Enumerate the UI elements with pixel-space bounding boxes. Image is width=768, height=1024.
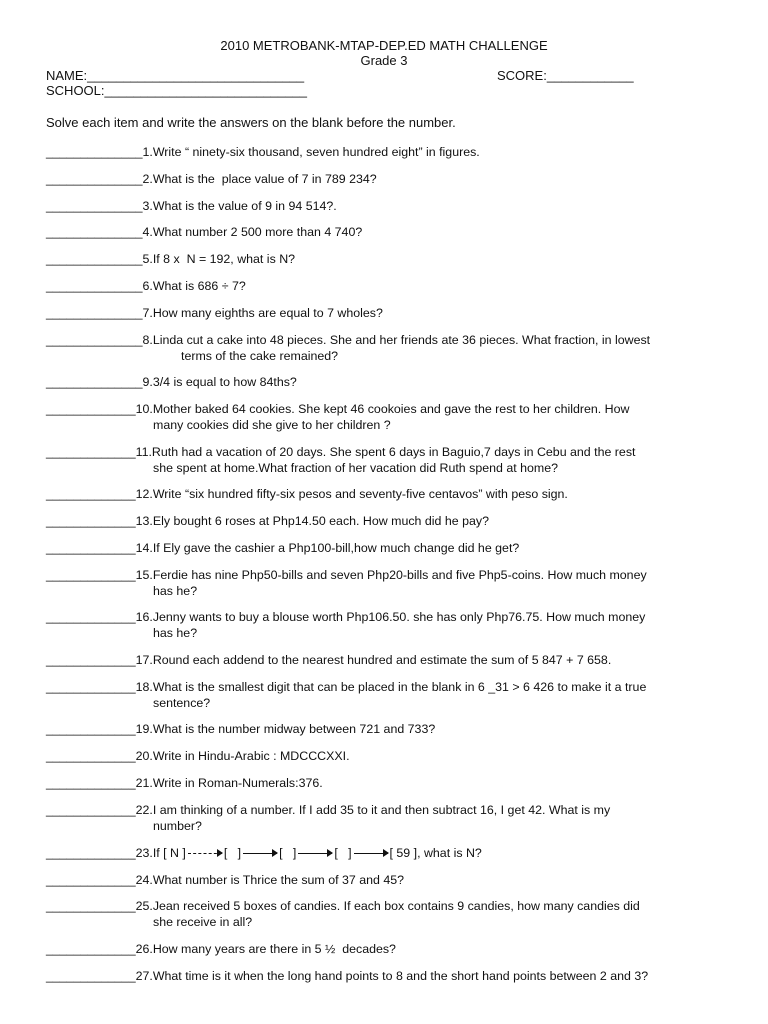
question-number: 12. <box>135 487 153 501</box>
question-text-continued: sentence? <box>153 696 211 710</box>
sequence-box: [ ] <box>223 846 242 860</box>
question-number: 16. <box>135 610 153 624</box>
question-text: What is 686 ÷ 7? <box>152 279 246 293</box>
question-item <box>46 941 736 957</box>
question-text-continued: number? <box>153 819 202 833</box>
question-item <box>46 721 736 737</box>
question-number: 11. <box>135 445 152 459</box>
answer-blank: _____________ <box>46 568 136 582</box>
question-item <box>46 444 736 476</box>
question-number: 6. <box>142 279 153 293</box>
answer-blank: ______________ <box>46 172 143 186</box>
question-text: How many years are there in 5 ½ decades? <box>152 942 396 956</box>
answer-blank: ______________ <box>46 333 143 347</box>
answer-blank: _____________ <box>46 610 136 624</box>
question-number: 14. <box>135 541 153 555</box>
question-item <box>46 513 736 529</box>
question-item <box>46 748 736 764</box>
question-text: Jean received 5 boxes of candies. If each box contains 9 candies, how many candies did <box>152 899 640 913</box>
question-item <box>46 652 736 668</box>
question-number: 5. <box>142 252 153 266</box>
question-text: What is the value of 9 in 94 514?. <box>152 199 337 213</box>
question-item <box>46 898 736 930</box>
question-number: 3. <box>142 199 153 213</box>
answer-blank: _____________ <box>46 445 136 459</box>
question-item <box>46 278 736 294</box>
question-text: Write in Roman-Numerals:376. <box>152 776 323 790</box>
question-number: 15. <box>135 568 153 582</box>
answer-blank: ______________ <box>46 145 143 159</box>
question-text: Linda cut a cake into 48 pieces. She and her friends ate 36 pieces. What fraction, in lowest <box>152 333 651 347</box>
question-text: Mother baked 64 cookies. She kept 46 cookoies and gave the rest to her children. How <box>152 402 630 416</box>
question-number: 27. <box>135 969 153 983</box>
question-text-continued: she spent at home.What fraction of her vacation did Ruth spend at home? <box>153 461 559 475</box>
answer-blank: _____________ <box>46 846 136 860</box>
question-text: What is the number midway between 721 and 733? <box>152 722 436 736</box>
question-item <box>46 609 736 641</box>
question-number: 19. <box>135 722 153 736</box>
question-text: What is the place value of 7 in 789 234? <box>152 172 377 186</box>
question-number: 8. <box>142 333 153 347</box>
question-text: Jenny wants to buy a blouse worth Php106.50. she has only Php76.75. How much money <box>152 610 646 624</box>
question-text: Ely bought 6 roses at Php14.50 each. How much did he pay? <box>152 514 489 528</box>
question-number: 18. <box>135 680 153 694</box>
question-number: 26. <box>135 942 153 956</box>
arrow-icon <box>354 853 388 854</box>
answer-blank: _____________ <box>46 402 136 416</box>
answer-blank: ______________ <box>46 279 143 293</box>
question-item <box>46 144 736 160</box>
answer-blank: _____________ <box>46 541 136 555</box>
question-text: What time is it when the long hand points to 8 and the short hand points between 2 and 3? <box>152 969 649 983</box>
question-number: 10. <box>135 402 153 416</box>
answer-blank: _____________ <box>46 722 136 736</box>
question-item <box>46 251 736 267</box>
answer-blank: ______________ <box>46 306 143 320</box>
question-item <box>46 171 736 187</box>
answer-blank: _____________ <box>46 803 136 817</box>
sequence-box: [ ] <box>334 846 352 860</box>
question-text-continued: has he? <box>153 584 198 598</box>
answer-blank: ______________ <box>46 225 143 239</box>
question-number: 7. <box>142 306 153 320</box>
question-text-continued: many cookies did she give to her children ? <box>153 418 391 432</box>
answer-blank: _____________ <box>46 942 136 956</box>
question-number: 9. <box>142 375 153 389</box>
question-number: 2. <box>142 172 153 186</box>
answer-blank: _____________ <box>46 749 136 763</box>
question-text: Write “ ninety-six thousand, seven hundred eight” in figures. <box>152 145 480 159</box>
question-item <box>46 305 736 321</box>
question-text: Ferdie has nine Php50-bills and seven Php20-bills and five Php5-coins. How much money <box>152 568 647 582</box>
question-item <box>46 401 736 433</box>
question-item <box>46 872 736 888</box>
question-item <box>46 845 736 861</box>
sequence-start: If [ N ] <box>152 846 186 860</box>
question-number: 25. <box>135 899 153 913</box>
question-text: I am thinking of a number. If I add 35 to it and then subtract 16, I get 42. What is my <box>152 803 611 817</box>
question-text: 3/4 is equal to how 84ths? <box>152 375 297 389</box>
question-text: What is the smallest digit that can be placed in the blank in 6 _31 > 6 426 to make it a true <box>152 680 647 694</box>
worksheet-title: 2010 METROBANK-MTAP-DEP.ED MATH CHALLENGE <box>220 38 548 53</box>
question-text: Round each addend to the nearest hundred and estimate the sum of 5 847 + 7 658. <box>152 653 612 667</box>
sequence-box: [ ] <box>279 846 297 860</box>
answer-blank: _____________ <box>46 680 136 694</box>
question-item <box>46 486 736 502</box>
answer-blank: ______________ <box>46 199 143 213</box>
question-text-continued: terms of the cake remained? <box>181 349 339 363</box>
question-text-continued: she receive in all? <box>153 915 253 929</box>
answer-blank: _____________ <box>46 899 136 913</box>
question-text: Write in Hindu-Arabic : MDCCCXXI. <box>152 749 350 763</box>
question-item <box>46 775 736 791</box>
question-text: What number is Thrice the sum of 37 and 45? <box>152 873 404 887</box>
school-field: SCHOOL:____________________________ <box>46 83 307 98</box>
answer-blank: _____________ <box>46 514 136 528</box>
question-number: 17. <box>135 653 153 667</box>
question-item <box>46 198 736 214</box>
grade-label: Grade 3 <box>360 53 408 68</box>
question-number: 23. <box>135 846 153 860</box>
answer-blank: ______________ <box>46 252 143 266</box>
question-text: Write “six hundred fifty-six pesos and seventy-five centavos” with peso sign. <box>152 487 568 501</box>
question-text-continued: has he? <box>153 626 198 640</box>
question-text: Ruth had a vacation of 20 days. She spent 6 days in Baguio,7 days in Cebu and the rest <box>151 445 636 459</box>
name-field: NAME:______________________________ <box>46 68 305 83</box>
question-text: If 8 x N = 192, what is N? <box>152 252 296 266</box>
question-number: 24. <box>135 873 153 887</box>
arrow-icon <box>243 853 277 854</box>
score-field: SCORE:____________ <box>497 68 634 83</box>
answer-blank: _____________ <box>46 776 136 790</box>
question-number: 20. <box>135 749 153 763</box>
question-item <box>46 332 736 364</box>
question-number: 22. <box>135 803 153 817</box>
question-item <box>46 567 736 599</box>
question-item <box>46 374 736 390</box>
question-number: 4. <box>142 225 153 239</box>
question-item <box>46 224 736 240</box>
sequence-end: [ 59 ], what is N? <box>389 846 482 860</box>
question-number: 1. <box>142 145 153 159</box>
question-text: If Ely gave the cashier a Php100-bill,how much change did he get? <box>152 541 520 555</box>
arrow-icon <box>298 853 332 854</box>
question-item <box>46 968 736 984</box>
function-machine-sequence <box>153 845 482 861</box>
question-number: 21. <box>135 776 153 790</box>
question-item <box>46 540 736 556</box>
arrow-icon <box>188 853 222 854</box>
question-item <box>46 802 736 834</box>
answer-blank: ______________ <box>46 375 143 389</box>
answer-blank: _____________ <box>46 653 136 667</box>
answer-blank: _____________ <box>46 873 136 887</box>
question-text: How many eighths are equal to 7 wholes? <box>152 306 383 320</box>
answer-blank: _____________ <box>46 969 136 983</box>
answer-blank: _____________ <box>46 487 136 501</box>
question-text: What number 2 500 more than 4 740? <box>152 225 363 239</box>
question-item <box>46 679 736 711</box>
question-number: 13. <box>135 514 153 528</box>
instructions: Solve each item and write the answers on the blank before the number. <box>46 115 456 130</box>
